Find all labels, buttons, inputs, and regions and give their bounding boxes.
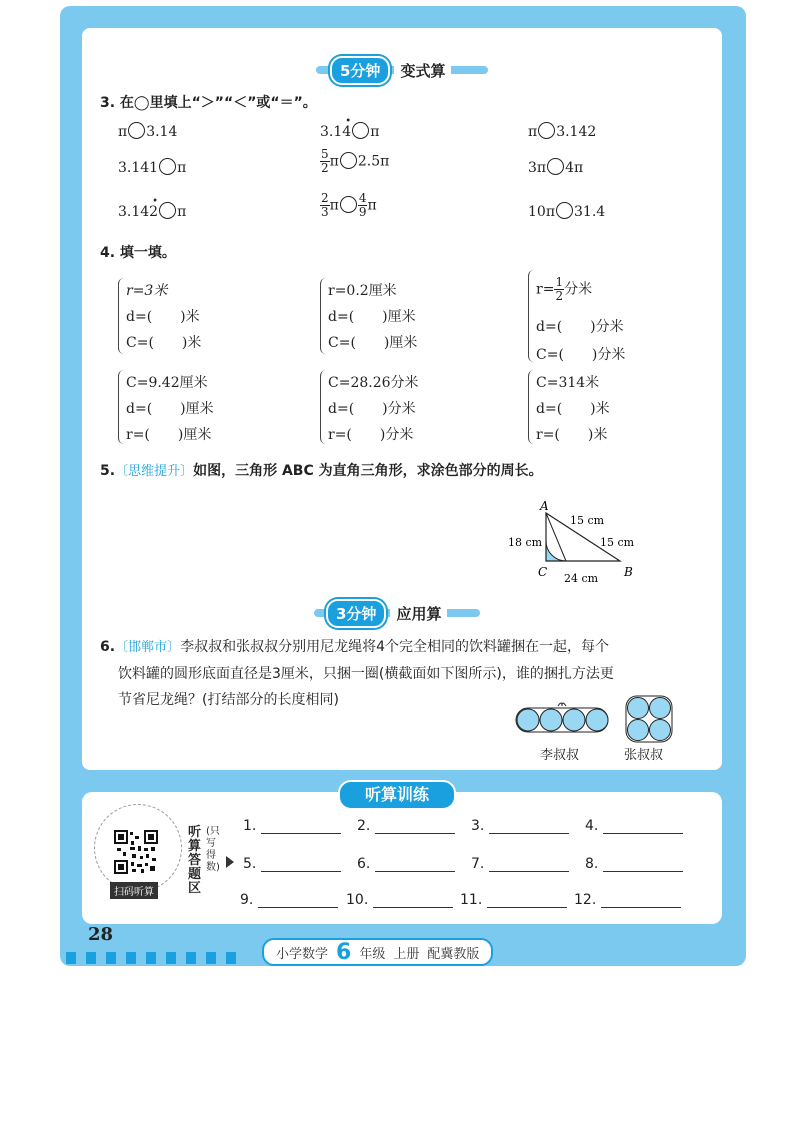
fill-blank[interactable]: r=( )米 [536,427,608,443]
answer-circle[interactable] [538,122,555,139]
answer-blank[interactable]: 3. [471,818,569,834]
fill-blank[interactable]: C=( )厘米 [328,335,418,351]
answer-circle[interactable] [556,202,573,219]
cans-figure [514,694,684,744]
question-text: 李叔叔和张叔叔分别用尼龙绳将4个完全相同的饮料罐捆在一起，每个 [180,639,609,655]
footer-subject: 小学数学 [276,946,329,962]
answer-circle[interactable] [128,122,145,139]
question-5 [100,460,543,480]
compare-item: $\frac{2}{3}$ π $\frac{4}{9}$ π [321,191,377,219]
side-label: 24 cm [564,572,599,585]
brace [528,370,535,444]
fill-blank[interactable]: d=( )厘米 [328,309,416,325]
answer-blank[interactable]: 7. [471,856,569,872]
vertex-c: C [538,565,548,579]
section-header-2 [326,600,447,626]
brace [320,278,327,354]
compare-item: 3.14 • π [320,116,380,140]
side-label: 15 cm [600,536,635,549]
answer-blank[interactable]: 1. [243,818,341,834]
given-value: C=314米 [536,375,600,391]
answer-blank[interactable]: 4. [585,818,683,834]
fill-blank[interactable]: r=( )厘米 [126,427,212,443]
li-bundle [516,703,608,732]
scan-label: 扫码听算 [110,882,158,899]
footer-grade-number: 6 [336,939,352,965]
shaded-region [546,541,566,561]
given-value: C=9.42厘米 [126,375,208,391]
answer-circle[interactable] [340,152,357,169]
caption-li: 李叔叔 [540,748,580,763]
answer-blank[interactable]: 9. [240,892,338,908]
fill-blank[interactable]: r=( )分米 [328,427,414,443]
answer-circle[interactable] [352,122,369,139]
brace [528,270,535,362]
compare-item: 3.141 π [118,160,187,176]
footer-edition: 配冀教版 [427,946,480,962]
answer-circle[interactable] [159,202,176,219]
question-text: 饮料罐的圆形底面直径是3厘米，只捆一圈(横截面如下图所示)，谁的捆扎方法更 [118,666,614,682]
answer-blank[interactable]: 2. [357,818,455,834]
answer-blank[interactable]: 8. [585,856,683,872]
footer-stripes [66,950,246,966]
given-value: r= $\frac{1}{2}$ 分米 [536,275,593,303]
given-value: r=0.2厘米 [328,283,397,299]
footer-volume: 上册 [393,946,420,962]
caption-zhang: 张叔叔 [624,748,664,763]
brace [118,370,125,444]
fill-blank[interactable]: C=( )米 [126,335,202,351]
section-header-1 [330,57,451,83]
side-label: 18 cm [508,536,543,549]
question-text: 如图，三角形 ABC 为直角三角形，求涂色部分的周长。 [193,463,543,479]
qr-code-icon[interactable] [114,830,158,874]
brace [118,278,125,354]
question-3-label: 3. 在◯里填上“＞”“＜”或“＝”。 [100,95,317,111]
answer-circle[interactable] [159,158,176,175]
vertex-a: A [540,499,549,513]
answer-circle[interactable] [547,158,564,175]
answer-blank[interactable]: 11. [460,892,567,908]
question-tag: 〔邯郸市〕 [115,640,181,655]
compare-item: 3π 4π [528,160,584,176]
compare-item: π 3.14 [118,124,178,140]
footer-banner [262,938,493,966]
fill-blank[interactable]: C=( )分米 [536,347,626,363]
question-number: 5. [100,463,116,479]
compare-item: 3.142 • π [118,196,187,220]
fill-blank[interactable]: d=( )分米 [328,401,416,417]
page-number: 28 [88,924,114,945]
side-label: 15 cm [570,514,605,527]
question-text: 节省尼龙绳？(打结部分的长度相同) [118,692,339,708]
arrow-icon [226,856,234,868]
zhang-bundle [626,694,672,742]
answer-circle[interactable] [340,196,357,213]
footer-grade: 年级 [359,946,386,962]
answer-blank[interactable]: 12. [574,892,681,908]
section-title: 变式算 [394,60,451,81]
vertex-b: B [624,565,633,579]
fill-blank[interactable]: d=( )米 [536,401,610,417]
answer-blank[interactable]: 6. [357,856,455,872]
section-title: 应用算 [390,603,447,624]
answer-area-label: 听算答题区 [188,825,202,896]
given-value: C=28.26分米 [328,375,419,391]
answer-blank[interactable]: 5. [243,856,341,872]
time-badge: 3分钟 [326,599,386,628]
brace [320,370,327,444]
listening-title: 听算训练 [338,780,456,810]
compare-item: π 3.142 [528,124,597,140]
question-number: 6. [100,639,116,655]
fill-blank[interactable]: d=( )米 [126,309,200,325]
triangle-figure [500,498,650,588]
compare-item: $\frac{5}{2}$ π 2.5π [321,147,390,175]
given-value: r=3米 [126,283,168,299]
fill-blank[interactable]: d=( )厘米 [126,401,214,417]
question-4-label: 4. 填一填。 [100,245,176,261]
answer-blank[interactable]: 10. [346,892,453,908]
fill-blank[interactable]: d=( )分米 [536,319,624,335]
question-tag: 〔思维提升〕 [115,464,194,479]
compare-item: 10π 31.4 [528,204,606,220]
answer-area-note: (只写得数) [206,826,220,873]
time-badge: 5分钟 [330,56,390,85]
